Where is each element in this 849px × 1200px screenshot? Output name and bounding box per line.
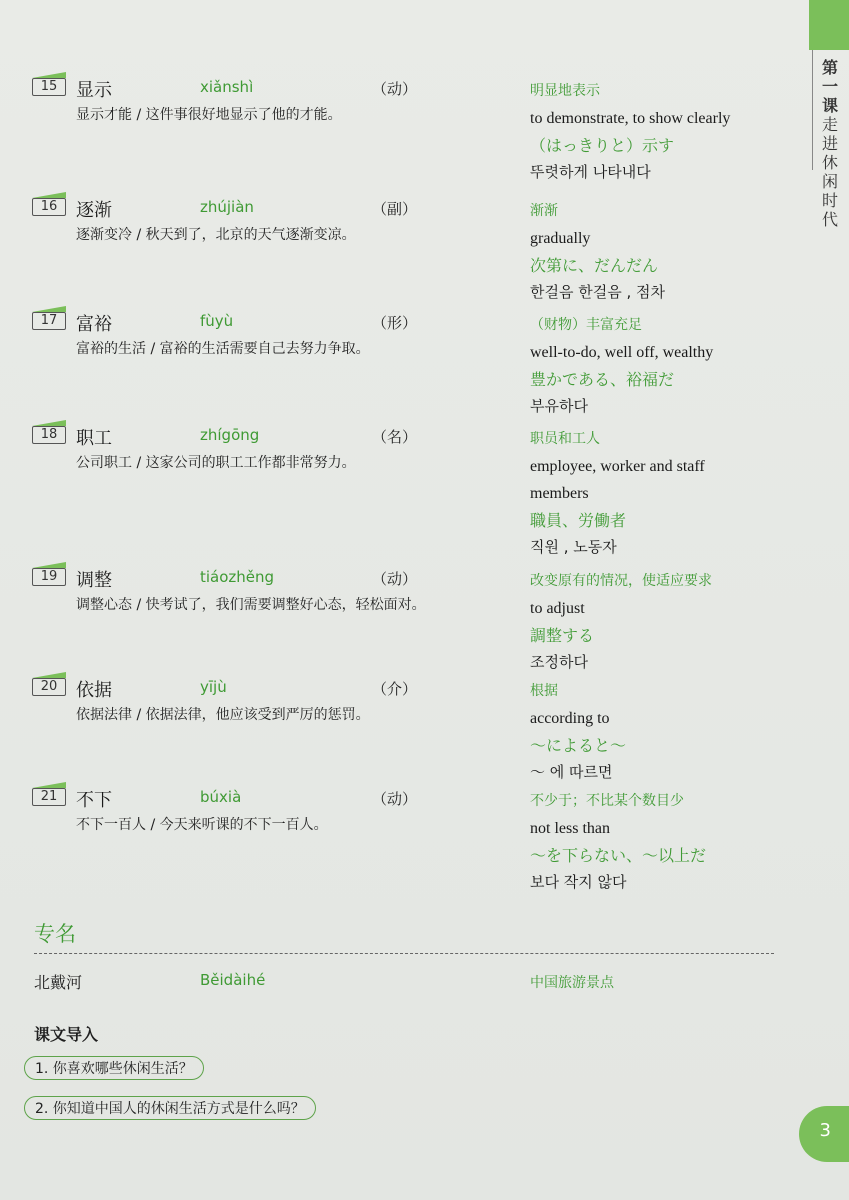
side-divider [812,50,813,170]
definition-en: according to [530,710,610,727]
entry-word: 显示 [76,80,112,101]
definition-cn: 渐渐 [530,203,558,219]
entry-example: 逐渐变冷 / 秋天到了，北京的天气逐渐变凉。 [76,227,356,243]
entry-number: 19 [32,568,66,586]
entry-example: 依据法律 / 依据法律，他应该受到严厉的惩罚。 [76,707,370,723]
definition-en: not less than [530,820,610,837]
proper-noun-word: 北戴河 [34,973,83,992]
entry-example: 显示才能 / 这件事很好地显示了他的才能。 [76,107,342,123]
entry-number: 18 [32,426,66,444]
definition-ja: 職員、労働者 [530,511,627,530]
entry-pinyin: tiáozhěng [200,568,275,586]
proper-noun-pinyin: Běidàihé [200,971,266,989]
entry-word: 职工 [76,428,112,449]
definition-cn: 不少于；不比某个数目少 [530,793,684,809]
definition-cn: 职员和工人 [530,431,600,447]
proper-noun-description: 中国旅游景点 [530,975,614,991]
definition-en: employee, worker and staff [530,458,705,475]
entry-part-of-speech: （动） [372,570,418,588]
entry-example: 不下一百人 / 今天来听课的不下一百人。 [76,817,328,833]
chapter-label [819,58,841,229]
entry-word: 富裕 [76,314,112,335]
definition-ja: ～を下らない、～以上だ [530,846,707,865]
entry-part-of-speech: （动） [372,790,418,808]
definition-ja: 豊かである、裕福だ [530,370,675,389]
entry-pinyin: xiǎnshì [200,78,254,96]
definition-ko: ～ 에 따르면 [530,763,613,781]
entry-definitions [530,78,770,186]
entry-example: 富裕的生活 / 富裕的生活需要自己去努力争取。 [76,341,370,357]
entry-word: 不下 [76,790,112,811]
entry-part-of-speech: （动） [372,80,418,98]
proper-nouns-title: 专名 [34,922,76,946]
entry-example: 调整心态 / 快考试了，我们需要调整好心态，轻松面对。 [76,597,426,613]
section-divider [34,953,774,954]
definition-en: well-to-do, well off, wealthy [530,344,714,361]
definition-en: gradually [530,230,591,247]
entry-word: 依据 [76,680,112,701]
definition-ja: ～によると～ [530,736,627,755]
definition-ko: 조정하다 [530,653,588,671]
entry-part-of-speech: （形） [372,314,418,332]
definition-ja: （はっきりと）示す [530,136,675,155]
definition-cn: 改变原有的情况，使适应要求 [530,573,712,589]
definition-cn: 明显地表示 [530,83,600,99]
entry-number: 20 [32,678,66,696]
intro-question-1: 1. 你喜欢哪些休闲生活？ [24,1056,204,1080]
entry-pinyin: zhígōng [200,426,260,444]
entry-definitions [530,678,770,786]
entry-word: 调整 [76,570,112,591]
entry-part-of-speech: （副） [372,200,418,218]
lesson-title: 走进休闲时代 [821,115,838,229]
definition-ko: 직원 , 노동자 [530,538,617,556]
definition-ko: 보다 작지 않다 [530,873,627,891]
entry-pinyin: zhújiàn [200,198,254,216]
entry-part-of-speech: （介） [372,680,418,698]
definition-cn: （财物）丰富充足 [530,317,642,333]
definition-en: to adjust [530,600,585,617]
entry-definitions [530,568,770,676]
definition-en: members [530,485,589,502]
definition-ko: 부유하다 [530,397,588,415]
intro-question-2: 2. 你知道中国人的休闲生活方式是什么吗？ [24,1096,316,1120]
entry-word: 逐渐 [76,200,112,221]
definition-ko: 한걸음 한걸음 , 점차 [530,283,665,301]
definition-cn: 根据 [530,683,558,699]
entry-definitions [530,312,770,420]
definition-ko: 뚜렷하게 나타내다 [530,163,651,181]
definition-ja: 調整する [530,626,595,645]
definition-ja: 次第に、だんだん [530,256,659,275]
intro-title: 课文导入 [34,1025,99,1044]
entry-number: 15 [32,78,66,96]
entry-number: 16 [32,198,66,216]
entry-pinyin: fùyù [200,312,234,330]
lesson-number: 第一课 [821,58,838,115]
entry-definitions [530,788,770,896]
definition-en: to demonstrate, to show clearly [530,110,731,127]
entry-part-of-speech: （名） [372,428,418,446]
entry-number: 21 [32,788,66,806]
entry-example: 公司职工 / 这家公司的职工工作都非常努力。 [76,455,356,471]
entry-definitions [530,426,770,561]
entry-definitions [530,198,770,306]
entry-pinyin: búxià [200,788,242,806]
entry-pinyin: yījù [200,678,227,696]
entry-number: 17 [32,312,66,330]
chapter-tab [809,0,849,50]
page-number: 3 [819,1120,831,1141]
